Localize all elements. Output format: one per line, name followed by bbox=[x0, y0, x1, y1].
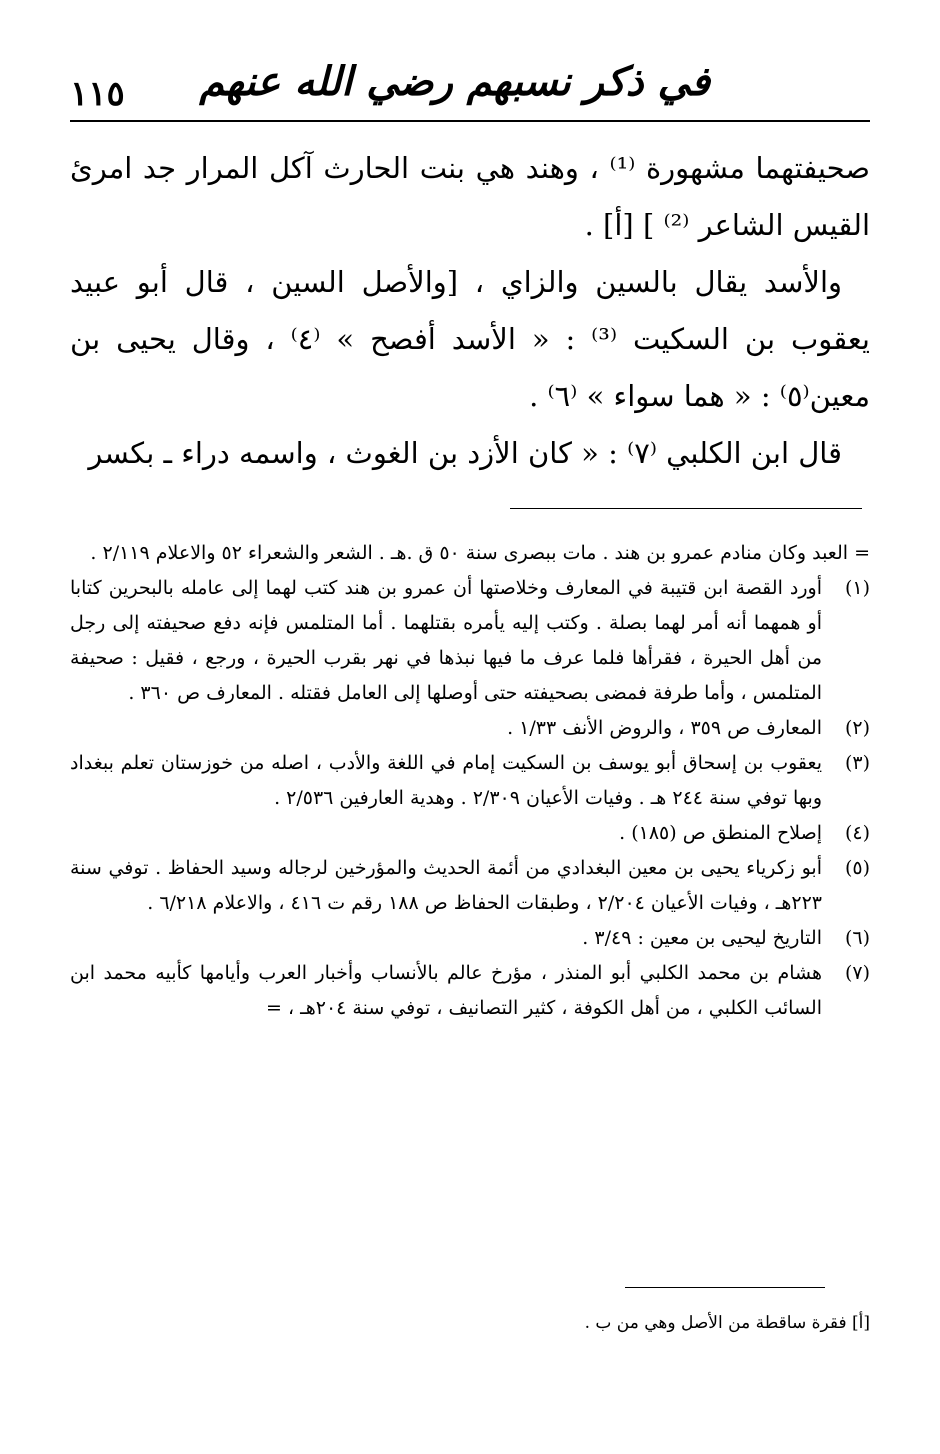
footnote-separator bbox=[510, 508, 862, 509]
footnote-text: أورد القصة ابن قتيبة في المعارف وخلاصتها أن عمرو بن هند كتب لهما إلى عامله بالبحرين كتابا أو همهما أنه أمر لهما بصلة . وكتب إليه يأمره بقتلهما . أما المتلمس فإنه دفع صحيفته إلى رجل من أهل الحيرة ، فقرأها فلما عرف ما فيها نبذها في نهر بقرب الحيرة ، ورجع ، فقيل : صحيفة المتلمس ، وأما طرفة فمضى بصحيفته حتى أوصلها إلى العامل فقتله . المعارف ص ٣٦٠ . bbox=[70, 577, 822, 704]
footnote-continuation: = العبد وكان منادم عمرو بن هند . مات ببصرى سنة ٥٠ ق .هـ . الشعر والشعراء ٥٢ والاعلام ٢/١١٩ . bbox=[90, 542, 870, 564]
footnote-3 bbox=[70, 746, 870, 816]
footnote-text: يعقوب بن إسحاق أبو يوسف بن السكيت إمام في اللغة والأدب ، اصله من خوزستان تعلم ببغداد وبها توفي سنة ٢٤٤ هـ . وفيات الأعيان ٢/٣٠٩ . وهدية العارفين ٢/٥٣٦ . bbox=[70, 752, 822, 809]
footnote-number: (٤) bbox=[844, 822, 870, 844]
footnote-text: التاريخ ليحيى بن معين : ٣/٤٩ . bbox=[582, 927, 822, 949]
main-paragraph-1: صحيفتهما مشهورة ⁽¹⁾ ، وهند هي بنت الحارث آكل المرار جد امرئ القيس الشاعر ⁽²⁾ ] [أ] . bbox=[70, 151, 870, 242]
footnote-number: (٢) bbox=[844, 717, 870, 739]
main-text bbox=[70, 140, 870, 482]
header-rule bbox=[70, 120, 870, 122]
page-number: ١١٥ bbox=[70, 74, 125, 114]
footnote-7 bbox=[70, 956, 870, 1026]
footnote-number: (٣) bbox=[844, 752, 870, 774]
running-head: في ذكر نسبهم رضي الله عنهم bbox=[199, 58, 710, 105]
footnote-text: المعارف ص ٣٥٩ ، والروض الأنف ١/٣٣ . bbox=[507, 717, 822, 739]
footnote-1 bbox=[70, 571, 870, 711]
footnote-5 bbox=[70, 851, 870, 921]
footnote-text: أبو زكرياء يحيى بن معين البغدادي من أئمة الحديث والمؤرخين لرجاله وسيد الحفاظ . توفي سنة ٢٢٣هـ ، وفيات الأعيان ٢/٢٠٤ ، وطبقات الحفاظ ص ١٨٨ رقم ت ٤١٦ ، والاعلام ٦/٢١٨ . bbox=[70, 857, 822, 914]
footnote-number: (٦) bbox=[844, 927, 870, 949]
footnotes bbox=[70, 536, 870, 1026]
footnote-number: (٧) bbox=[844, 962, 870, 984]
footnote-2 bbox=[70, 711, 870, 746]
page-header bbox=[70, 52, 870, 122]
main-paragraph-2: والأسد يقال بالسين والزاي ، [والأصل السين ، قال أبو عبيد يعقوب بن السكيت ⁽³⁾ : « الأسد أفصح » ⁽٤⁾ ، وقال يحيى بن معين⁽٥⁾ : « هما سواء » ⁽٦⁾ . bbox=[70, 265, 870, 413]
bracket-note: [أ] فقرة ساقطة من الأصل وهي من ب . bbox=[584, 1313, 870, 1333]
footnote-text: هشام بن محمد الكلبي أبو المنذر ، مؤرخ عالم بالأنساب وأخبار العرب وأيامها كأبيه محمد ابن السائب الكلبي ، من أهل الكوفة ، كثير التصانيف ، توفي سنة ٢٠٤هـ ، = bbox=[70, 962, 822, 1019]
footnote-number: (١) bbox=[844, 577, 870, 599]
footnote-text: إصلاح المنطق ص (١٨٥) . bbox=[619, 822, 822, 844]
secondary-separator bbox=[625, 1287, 825, 1288]
footnote-6 bbox=[70, 921, 870, 956]
footnote-4 bbox=[70, 816, 870, 851]
main-paragraph-3: قال ابن الكلبي ⁽٧⁾ : « كان الأزد بن الغوث ، واسمه دراء ـ بكسر bbox=[88, 436, 842, 470]
footnote-number: (٥) bbox=[844, 857, 870, 879]
